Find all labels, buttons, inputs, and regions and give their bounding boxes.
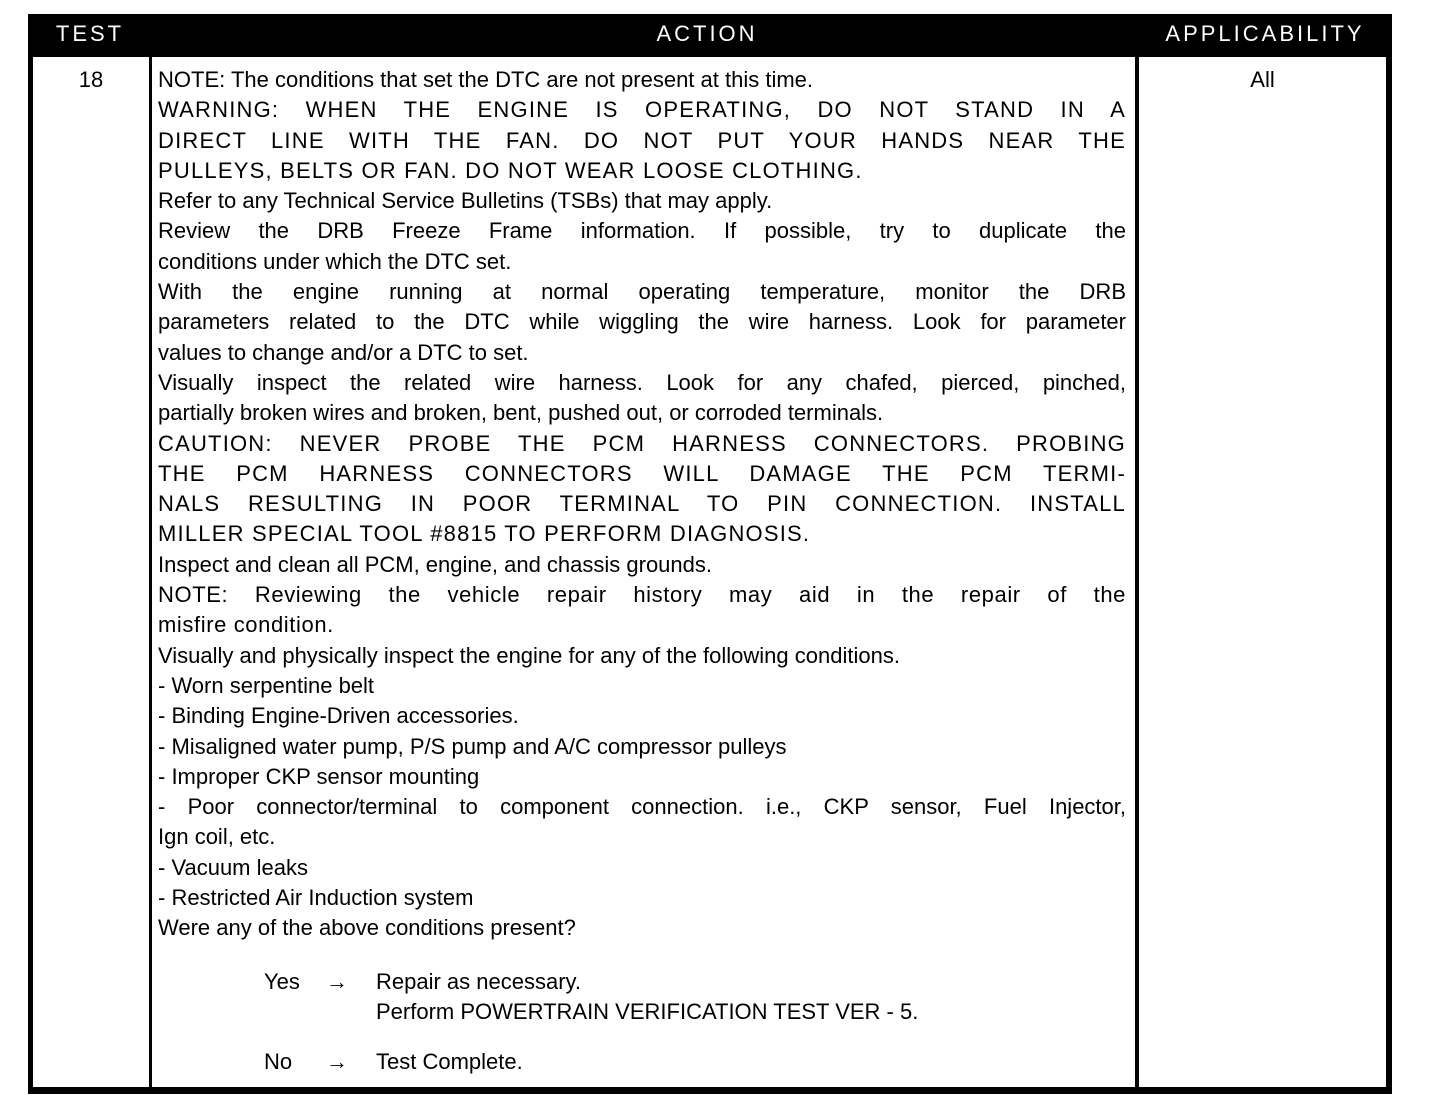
- warning-line-1: WARNING: WHEN THE ENGINE IS OPERATING, DO NOT STAND IN A: [158, 97, 1126, 123]
- caution-line-3: NALS RESULTING IN POOR TERMINAL TO PIN CONNECTION. INSTALL: [158, 491, 1126, 517]
- list-item: - Misaligned water pump, P/S pump and A/C compressor pulleys: [158, 733, 787, 759]
- question-line: Were any of the above conditions present?: [158, 915, 576, 941]
- no-action: Test Complete.: [376, 1049, 523, 1074]
- no-label: No: [264, 1049, 293, 1074]
- action-cell: [152, 57, 1135, 1087]
- monitor-line-1: With the engine running at normal operating temperature, monitor the DRB: [158, 279, 1126, 305]
- caution-line-4: MILLER SPECIAL TOOL #8815 TO PERFORM DIAGNOSIS.: [158, 521, 811, 547]
- review-line-1: Review the DRB Freeze Frame information. If possible, try to duplicate the: [158, 218, 1126, 244]
- monitor-line-3: values to change and/or a DTC to set.: [158, 339, 529, 365]
- table-header: [28, 14, 1392, 54]
- action-text: [158, 65, 1126, 944]
- diagnostic-test-table: [28, 14, 1392, 1094]
- inspect-line-1: Visually inspect the related wire harness. Look for any chafed, pierced, pinched,: [158, 369, 1126, 395]
- list-item: - Worn serpentine belt: [158, 672, 375, 698]
- grounds-line: Inspect and clean all PCM, engine, and chassis grounds.: [158, 551, 712, 577]
- list-item: - Restricted Air Induction system: [158, 885, 474, 911]
- review-line-2: conditions under which the DTC set.: [158, 248, 512, 274]
- list-item: - Poor connector/terminal to component connection. i.e., CKP sensor, Fuel Injector,: [158, 794, 1126, 820]
- tsb-line: Refer to any Technical Service Bulletins (TSBs) that may apply.: [158, 188, 773, 214]
- caution-line-2: THE PCM HARNESS CONNECTORS WILL DAMAGE THE PCM TERMI-: [158, 460, 1126, 486]
- applicability-cell: [1139, 57, 1386, 1087]
- note-line: NOTE: The conditions that set the DTC are not present at this time.: [158, 67, 814, 92]
- monitor-line-2: parameters related to the DTC while wiggling the wire harness. Look for parameter: [158, 309, 1126, 335]
- list-item: - Improper CKP sensor mounting: [158, 763, 480, 789]
- conditions-intro-line: Visually and physically inspect the engine for any of the following conditions.: [158, 642, 900, 668]
- warning-line-3: PULLEYS, BELTS OR FAN. DO NOT WEAR LOOSE CLOTHING.: [158, 157, 863, 183]
- header-test: TEST: [55, 21, 125, 46]
- test-number: 18: [78, 67, 104, 92]
- yes-label: Yes: [264, 969, 300, 994]
- header-applicability: APPLICABILITY: [1165, 21, 1365, 46]
- right-arrow-icon: →: [326, 1049, 348, 1074]
- inspect-line-2: partially broken wires and broken, bent, pushed out, or corroded terminals.: [158, 400, 884, 426]
- warning-line-2: DIRECT LINE WITH THE FAN. DO NOT PUT YOUR HANDS NEAR THE: [158, 127, 1126, 153]
- right-arrow-icon: →: [326, 969, 348, 994]
- yes-action-1: Repair as necessary.: [376, 969, 582, 994]
- applicability-value: All: [1250, 67, 1275, 92]
- list-item-continued: Ign coil, etc.: [158, 824, 276, 850]
- header-action: ACTION: [656, 21, 758, 46]
- caution-line-1: CAUTION: NEVER PROBE THE PCM HARNESS CONNECTORS. PROBING: [158, 430, 1126, 456]
- list-item: - Binding Engine-Driven accessories.: [158, 703, 519, 729]
- list-item: - Vacuum leaks: [158, 854, 308, 880]
- history-line-1: NOTE: Reviewing the vehicle repair history may aid in the repair of the: [158, 582, 1126, 608]
- history-line-2: misfire condition.: [158, 612, 334, 638]
- test-cell: [33, 57, 149, 1087]
- yes-action-2: Perform POWERTRAIN VERIFICATION TEST VER - 5.: [376, 999, 919, 1024]
